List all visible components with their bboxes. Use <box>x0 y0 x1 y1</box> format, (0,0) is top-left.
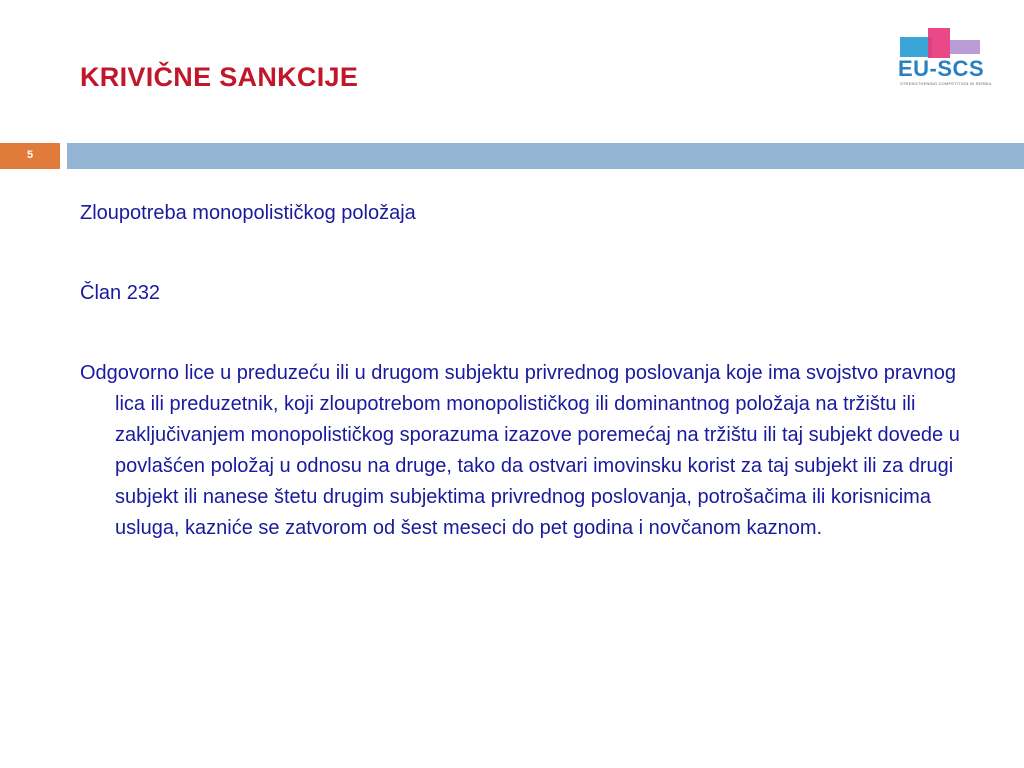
logo-wordmark: EU-SCS <box>898 56 985 81</box>
slide-number: 5 <box>26 149 34 161</box>
slide-title: KRIVIČNE SANKCIJE <box>80 62 359 92</box>
eu-scs-logo <box>896 26 992 88</box>
logo-tagline: STRENGTHENING COMPETITION IN SERBIA <box>900 81 992 86</box>
slide-body <box>80 198 980 544</box>
header-rule-bar <box>67 143 1024 169</box>
content-heading: Zloupotreba monopolističkog položaja <box>80 202 416 224</box>
article-number: Član 232 <box>80 282 161 304</box>
article-paragraph: Odgovorno lice u preduzeću ili u drugom subjektu privrednog poslovanja koje ima svojstvo pravnog lica ili preduzetnik, koji zloupotrebom monopolističkog ili dominantnog položaja na tržištu ili zaključivanjem monopolističkog sporazuma izazove poremećaj na tržištu ili taj subjekt dovede u povlašćen položaj u odnosu na druge, tako da ostvari imovinsku korist za taj subjekt ili za drugi subjekt ili nanese štetu drugim subjektima privrednog poslovanja, potrošačima ili korisnicima usluga, kazniće se zatvorom od šest meseci do pet godina i novčanom kaznom. <box>80 362 960 539</box>
logo-pink-square <box>928 28 950 58</box>
logo-lavender-square <box>950 40 980 54</box>
